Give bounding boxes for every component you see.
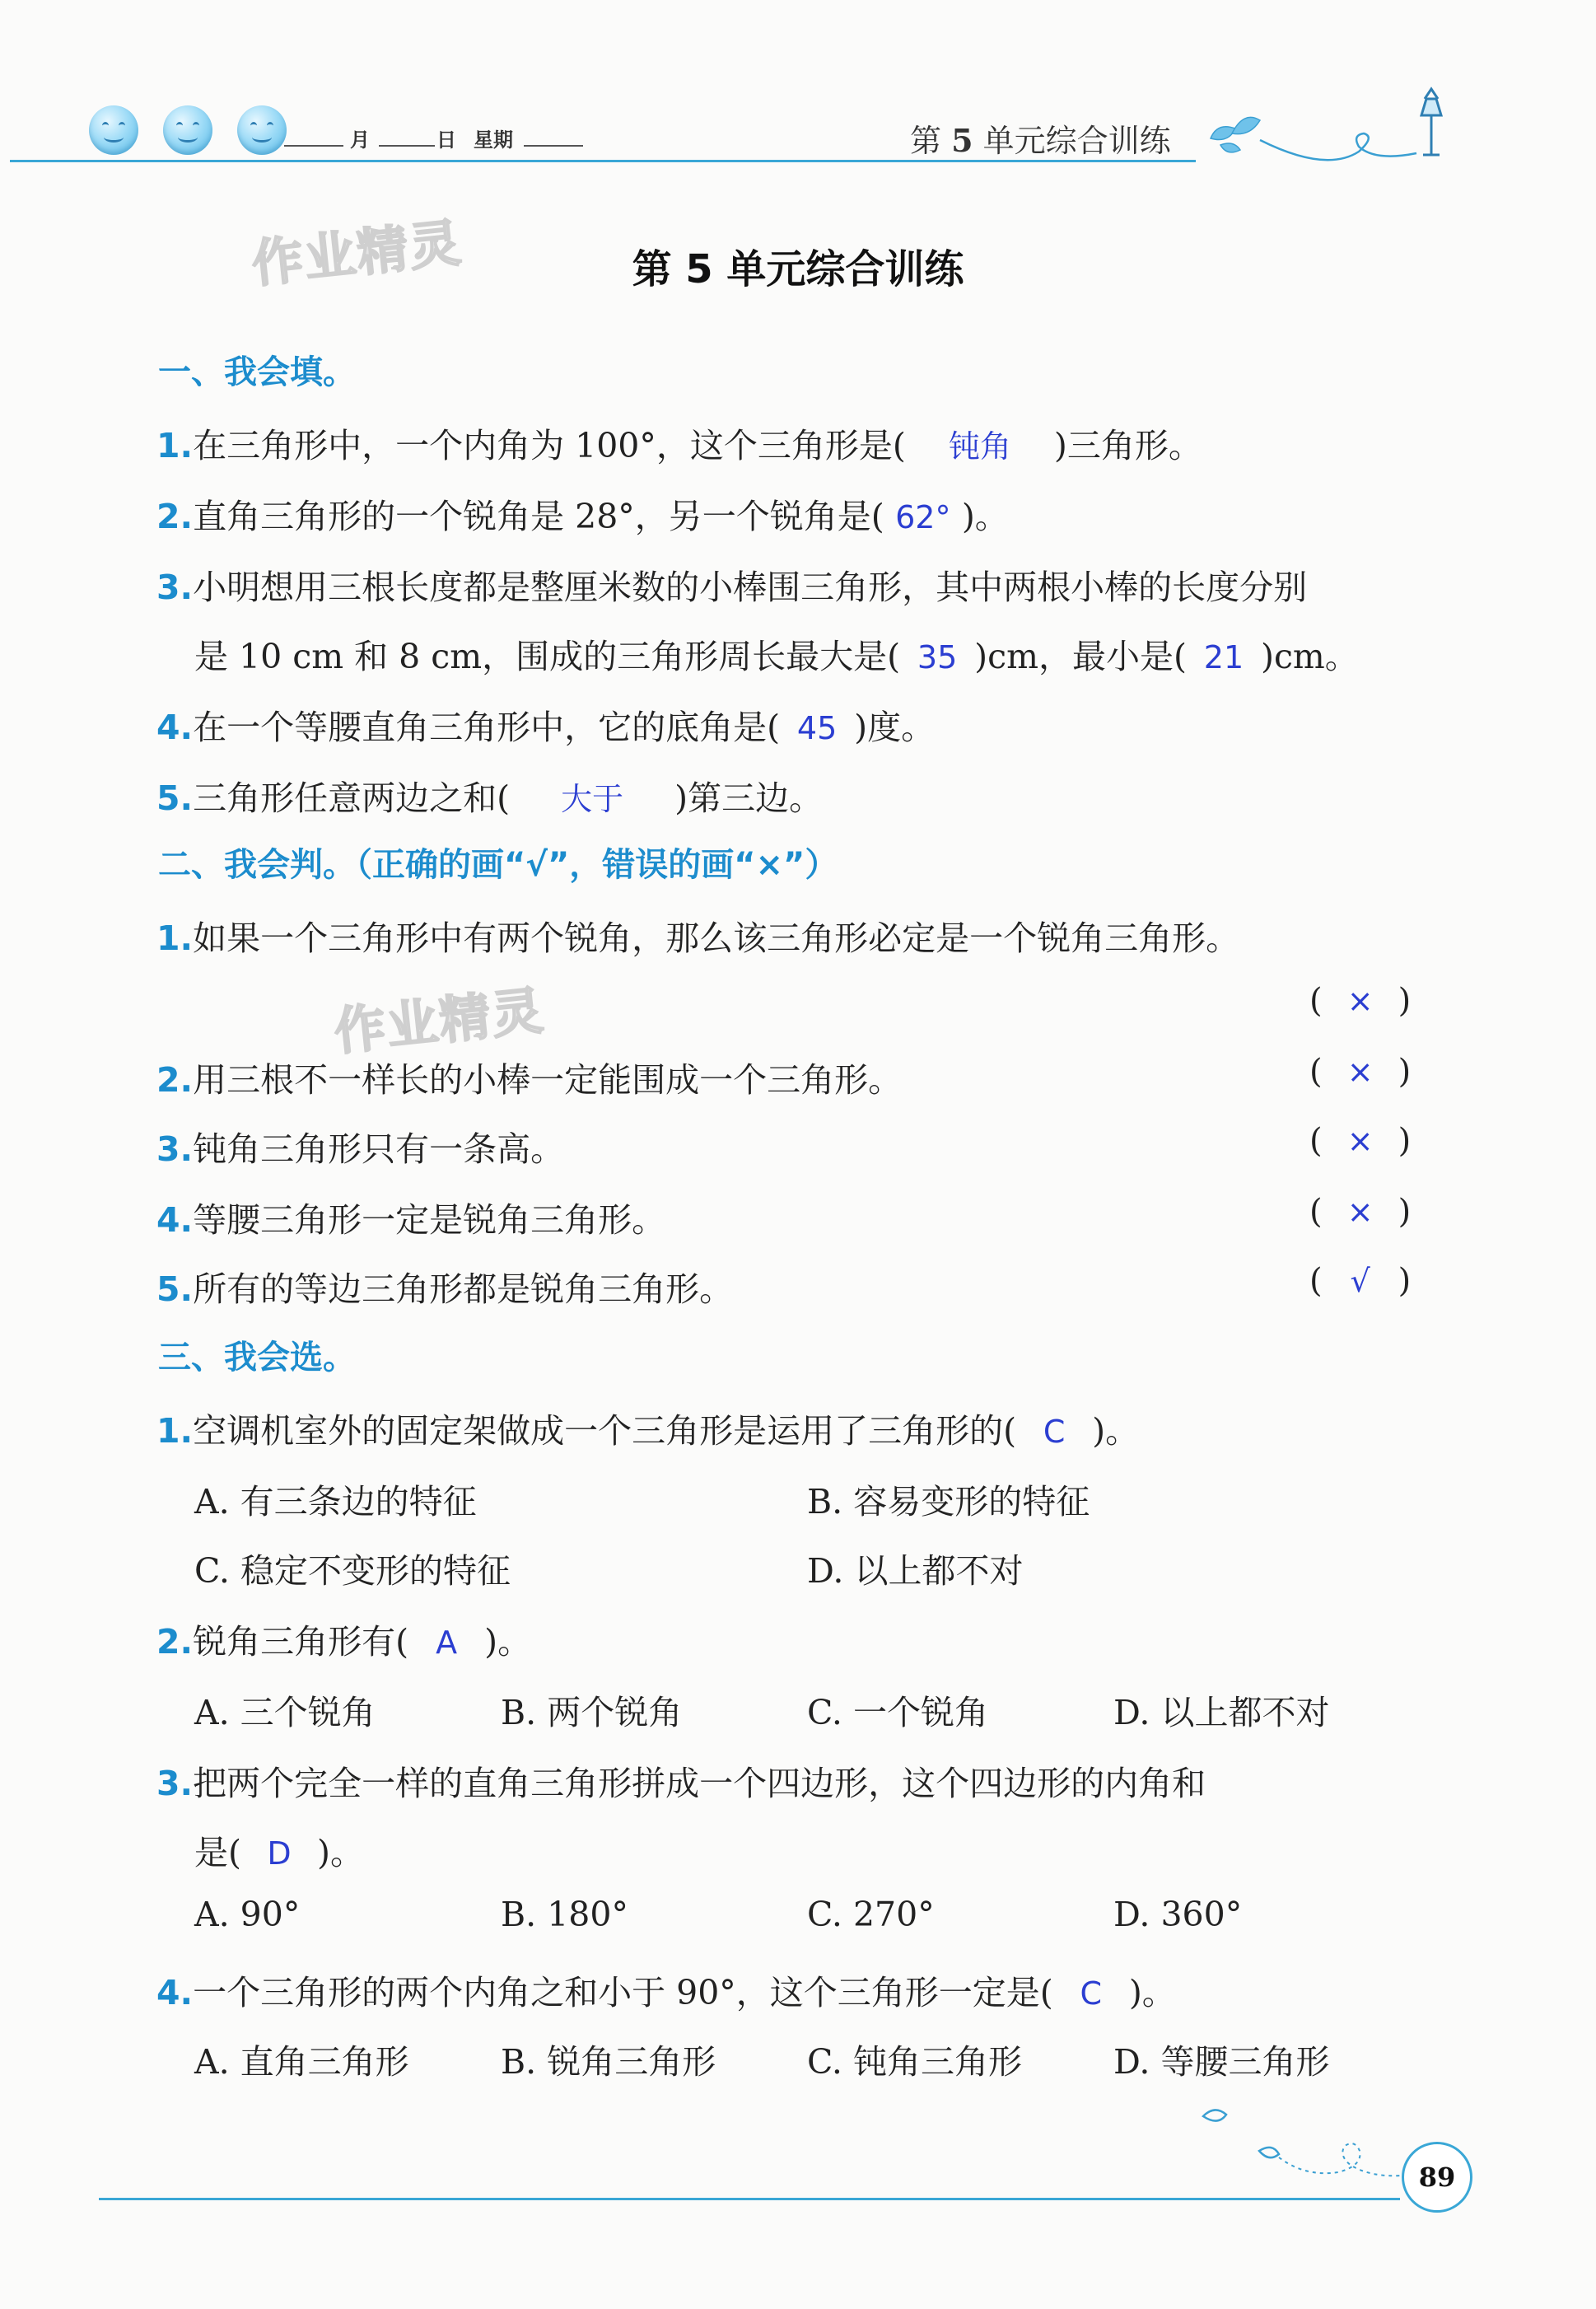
choice-3-option-d: D. 360° (1113, 1895, 1243, 1934)
choice-1-option-a: A. 有三条边的特征 (194, 1482, 477, 1521)
day-label: 日 (436, 129, 456, 152)
butterfly-lamp-decoration-icon (1202, 82, 1458, 165)
fill-question-5: 5.三角形任意两边之和( 大于 )第三边。 (156, 771, 823, 820)
smiley-face-icon (163, 105, 212, 155)
choice-3-option-c: C. 270° (807, 1895, 935, 1934)
judge-answer-5: ( √ ) (1309, 1262, 1412, 1300)
smiley-face-icon (89, 105, 138, 155)
judge-answer-3: ( × ) (1309, 1122, 1412, 1160)
choice-2-option-a: A. 三个锐角 (194, 1693, 376, 1732)
judge-answer-2: ( × ) (1309, 1053, 1412, 1091)
choice-2-option-b: B. 两个锐角 (501, 1693, 683, 1732)
answer: C (1043, 1414, 1066, 1450)
choice-1-option-c: C. 稳定不变形的特征 (194, 1551, 511, 1591)
choice-4-option-a: A. 直角三角形 (194, 2042, 409, 2082)
fill-question-2: 2.直角三角形的一个锐角是 28°，另一个锐角是( 62° )。 (156, 497, 1009, 536)
weekday-label: 星期 (474, 129, 513, 152)
choice-question-2: 2.锐角三角形有( A )。 (156, 1622, 532, 1662)
page-title: 第 5 单元综合训练 (632, 246, 964, 292)
judge-question-1: 1.如果一个三角形中有两个锐角，那么该三角形必定是一个锐角三角形。 (156, 918, 1240, 958)
fill-question-3-line2: 是 10 cm 和 8 cm，围成的三角形周长最大是( 35 )cm，最小是( 21 )cm。 (194, 637, 1359, 676)
answer: 62° (895, 499, 951, 535)
fill-question-4: 4.在一个等腰直角三角形中，它的底角是( 45 )度。 (156, 708, 936, 747)
judge-question-4: 4.等腰三角形一定是锐角三角形。 (156, 1200, 666, 1240)
day-blank (379, 120, 435, 147)
choice-1-option-d: D. 以上都不对 (807, 1551, 1024, 1591)
judge-answer-1: ( × ) (1309, 982, 1412, 1020)
month-label: 月 (350, 129, 370, 152)
fill-question-3: 3.小明想用三根长度都是整厘米数的小棒围三角形，其中两根小棒的长度分别 (156, 568, 1308, 607)
section-heading-judge: 二、我会判。（正确的画“√”，错误的画“×”） (158, 846, 838, 884)
month-blank (284, 120, 343, 147)
answer: 21 (1203, 639, 1244, 675)
watermark: 作业精灵 (331, 979, 548, 1063)
choice-4-option-c: C. 钝角三角形 (807, 2042, 1022, 2082)
answer: 45 (796, 710, 838, 746)
weekday-blank (524, 120, 583, 147)
judge-answer-4: ( × ) (1309, 1193, 1412, 1231)
watermark: 作业精灵 (249, 212, 465, 295)
answer: A (436, 1624, 458, 1661)
header-unit-title: 第 5 单元综合训练 (910, 122, 1171, 159)
choice-1-option-b: B. 容易变形的特征 (807, 1482, 1090, 1521)
choice-3-option-b: B. 180° (501, 1895, 628, 1934)
section-heading-choose: 三、我会选。 (158, 1339, 356, 1377)
page-number: 89 (1402, 2142, 1472, 2213)
choice-2-option-d: D. 以上都不对 (1113, 1693, 1330, 1732)
answer: C (1080, 1975, 1103, 2012)
choice-question-4: 4.一个三角形的两个内角之和小于 90°，这个三角形一定是( C )。 (156, 1973, 1176, 2012)
answer: D (267, 1835, 292, 1872)
choice-question-3: 3.把两个完全一样的直角三角形拼成一个四边形，这个四边形的内角和 (156, 1764, 1206, 1803)
judge-question-2: 2.用三根不一样长的小棒一定能围成一个三角形。 (156, 1060, 903, 1100)
choice-4-option-d: D. 等腰三角形 (1113, 2042, 1330, 2082)
choice-question-3-line2: 是( D )。 (194, 1833, 364, 1872)
footer-rule (99, 2198, 1400, 2200)
judge-question-5: 5.所有的等边三角形都是锐角三角形。 (156, 1269, 734, 1309)
choice-4-option-b: B. 锐角三角形 (501, 2042, 716, 2082)
answer: 大于 (561, 781, 624, 817)
choice-question-1: 1.空调机室外的固定架做成一个三角形是运用了三角形的( C )。 (156, 1411, 1140, 1451)
smiley-face-icon (237, 105, 287, 155)
footer-swirl-decoration-icon (1198, 2096, 1412, 2187)
judge-question-3: 3.钝角三角形只有一条高。 (156, 1129, 565, 1169)
section-heading-fill: 一、我会填。 (158, 353, 356, 391)
fill-question-1: 1.在三角形中，一个内角为 100°，这个三角形是( 钝角 )三角形。 (156, 418, 1202, 467)
header-rule (10, 160, 1196, 162)
choice-2-option-c: C. 一个锐角 (807, 1693, 988, 1732)
answer: 钝角 (948, 428, 1011, 465)
choice-3-option-a: A. 90° (194, 1895, 301, 1934)
answer: 35 (917, 639, 958, 675)
